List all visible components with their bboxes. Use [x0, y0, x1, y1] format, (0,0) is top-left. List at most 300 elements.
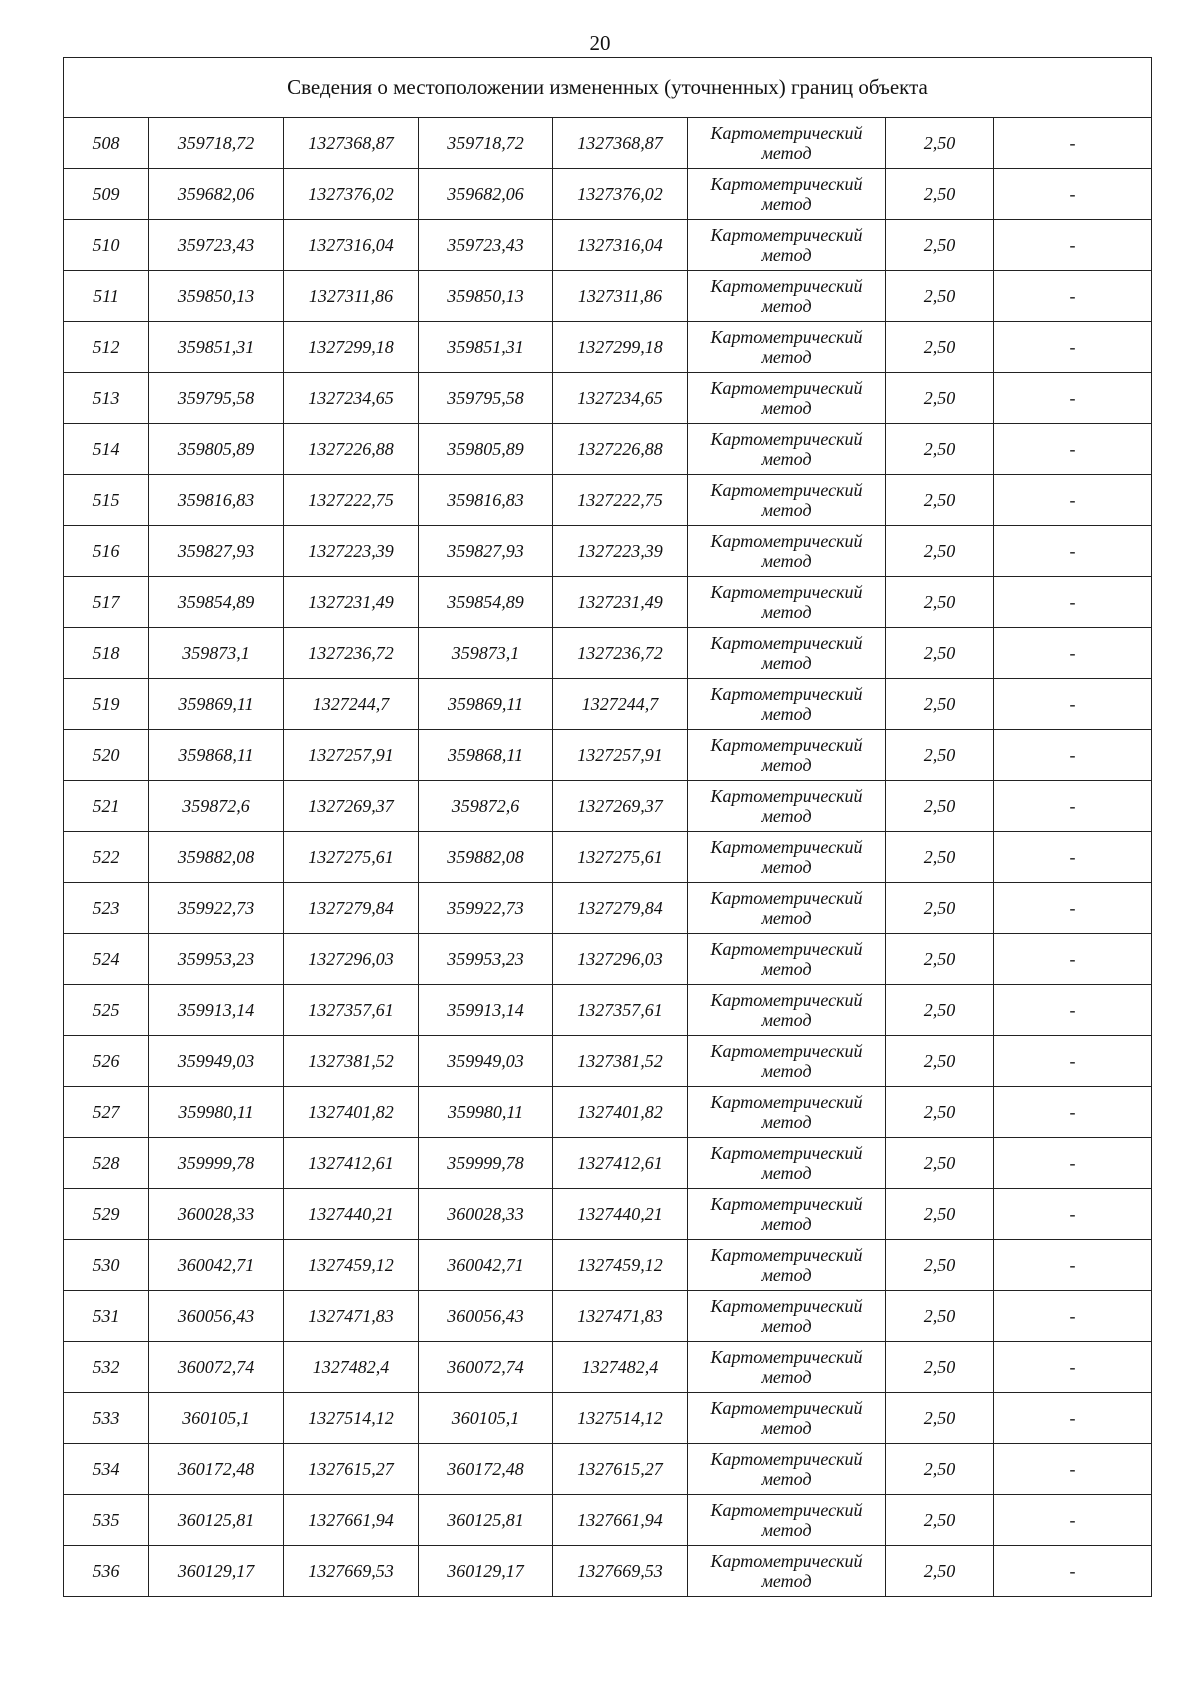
point-number-cell: 515: [64, 475, 149, 526]
note-cell: -: [994, 1138, 1152, 1189]
method-line-2: метод: [761, 449, 812, 469]
point-number-cell: 531: [64, 1291, 149, 1342]
method-line-1: Картометрический: [710, 480, 863, 500]
refined-x-cell: 360125,81: [419, 1495, 553, 1546]
existing-y-cell: 1327234,65: [284, 373, 419, 424]
note-cell: -: [994, 679, 1152, 730]
table-row: [64, 1495, 1152, 1546]
table-row: [64, 883, 1152, 934]
accuracy-cell: 2,50: [886, 1240, 994, 1291]
accuracy-cell: 2,50: [886, 169, 994, 220]
method-line-2: метод: [761, 1061, 812, 1081]
method-cell: [688, 1291, 886, 1342]
table-row: [64, 1393, 1152, 1444]
refined-y-cell: 1327376,02: [553, 169, 688, 220]
point-number-cell: 532: [64, 1342, 149, 1393]
point-number-cell: 530: [64, 1240, 149, 1291]
table-row: [64, 1087, 1152, 1138]
note-cell: -: [994, 526, 1152, 577]
existing-x-cell: 359850,13: [149, 271, 284, 322]
refined-x-cell: 359851,31: [419, 322, 553, 373]
table-row: [64, 220, 1152, 271]
existing-x-cell: 359980,11: [149, 1087, 284, 1138]
accuracy-cell: 2,50: [886, 1036, 994, 1087]
accuracy-cell: 2,50: [886, 934, 994, 985]
existing-y-cell: 1327381,52: [284, 1036, 419, 1087]
existing-x-cell: 359953,23: [149, 934, 284, 985]
point-number-cell: 536: [64, 1546, 149, 1597]
existing-y-cell: 1327222,75: [284, 475, 419, 526]
existing-x-cell: 359723,43: [149, 220, 284, 271]
table-row: [64, 1240, 1152, 1291]
method-cell: [688, 169, 886, 220]
table-row: [64, 1189, 1152, 1240]
existing-x-cell: 360072,74: [149, 1342, 284, 1393]
accuracy-cell: 2,50: [886, 1444, 994, 1495]
point-number-cell: 521: [64, 781, 149, 832]
existing-x-cell: 359854,89: [149, 577, 284, 628]
existing-x-cell: 359882,08: [149, 832, 284, 883]
refined-y-cell: 1327234,65: [553, 373, 688, 424]
refined-x-cell: 359913,14: [419, 985, 553, 1036]
refined-y-cell: 1327357,61: [553, 985, 688, 1036]
method-line-2: метод: [761, 755, 812, 775]
table-row: [64, 1138, 1152, 1189]
point-number-cell: 535: [64, 1495, 149, 1546]
existing-x-cell: 359999,78: [149, 1138, 284, 1189]
existing-y-cell: 1327279,84: [284, 883, 419, 934]
method-line-1: Картометрический: [710, 786, 863, 806]
method-line-1: Картометрический: [710, 1194, 863, 1214]
table-row: [64, 1546, 1152, 1597]
point-number-cell: 526: [64, 1036, 149, 1087]
method-line-1: Картометрический: [710, 1092, 863, 1112]
table-row: [64, 934, 1152, 985]
table-row: [64, 679, 1152, 730]
accuracy-cell: 2,50: [886, 1189, 994, 1240]
existing-y-cell: 1327269,37: [284, 781, 419, 832]
method-line-2: метод: [761, 1163, 812, 1183]
note-cell: -: [994, 424, 1152, 475]
refined-y-cell: 1327482,4: [553, 1342, 688, 1393]
method-line-1: Картометрический: [710, 531, 863, 551]
method-line-1: Картометрический: [710, 327, 863, 347]
existing-x-cell: 359816,83: [149, 475, 284, 526]
note-cell: -: [994, 934, 1152, 985]
page-number: 20: [589, 31, 611, 55]
accuracy-cell: 2,50: [886, 526, 994, 577]
refined-y-cell: 1327269,37: [553, 781, 688, 832]
refined-x-cell: 360105,1: [419, 1393, 553, 1444]
point-number-cell: 527: [64, 1087, 149, 1138]
refined-y-cell: 1327661,94: [553, 1495, 688, 1546]
note-cell: -: [994, 1342, 1152, 1393]
refined-x-cell: 359854,89: [419, 577, 553, 628]
method-cell: [688, 373, 886, 424]
existing-y-cell: 1327376,02: [284, 169, 419, 220]
point-number-cell: 529: [64, 1189, 149, 1240]
accuracy-cell: 2,50: [886, 271, 994, 322]
existing-y-cell: 1327661,94: [284, 1495, 419, 1546]
refined-x-cell: 360028,33: [419, 1189, 553, 1240]
refined-y-cell: 1327244,7: [553, 679, 688, 730]
method-cell: [688, 1087, 886, 1138]
existing-y-cell: 1327275,61: [284, 832, 419, 883]
accuracy-cell: 2,50: [886, 424, 994, 475]
method-line-1: Картометрический: [710, 1245, 863, 1265]
method-cell: [688, 1546, 886, 1597]
refined-x-cell: 359922,73: [419, 883, 553, 934]
table-row: [64, 1036, 1152, 1087]
method-cell: [688, 475, 886, 526]
refined-x-cell: 359868,11: [419, 730, 553, 781]
table-row: [64, 1342, 1152, 1393]
existing-x-cell: 360105,1: [149, 1393, 284, 1444]
table-row: [64, 577, 1152, 628]
method-cell: [688, 934, 886, 985]
method-line-1: Картометрический: [710, 1143, 863, 1163]
refined-x-cell: 359805,89: [419, 424, 553, 475]
note-cell: -: [994, 1495, 1152, 1546]
note-cell: -: [994, 1087, 1152, 1138]
accuracy-cell: 2,50: [886, 220, 994, 271]
method-cell: [688, 577, 886, 628]
table-row: [64, 1444, 1152, 1495]
table-row: [64, 373, 1152, 424]
note-cell: -: [994, 577, 1152, 628]
method-cell: [688, 883, 886, 934]
refined-x-cell: 359980,11: [419, 1087, 553, 1138]
method-line-2: метод: [761, 347, 812, 367]
existing-x-cell: 360056,43: [149, 1291, 284, 1342]
method-line-1: Картометрический: [710, 582, 863, 602]
method-line-2: метод: [761, 551, 812, 571]
method-cell: [688, 832, 886, 883]
refined-x-cell: 360172,48: [419, 1444, 553, 1495]
accuracy-cell: 2,50: [886, 730, 994, 781]
note-cell: -: [994, 1546, 1152, 1597]
method-line-2: метод: [761, 704, 812, 724]
accuracy-cell: 2,50: [886, 679, 994, 730]
accuracy-cell: 2,50: [886, 475, 994, 526]
existing-y-cell: 1327226,88: [284, 424, 419, 475]
point-number-cell: 512: [64, 322, 149, 373]
method-line-1: Картометрический: [710, 276, 863, 296]
refined-y-cell: 1327514,12: [553, 1393, 688, 1444]
existing-x-cell: 360042,71: [149, 1240, 284, 1291]
method-line-1: Картометрический: [710, 1500, 863, 1520]
coordinates-table: [63, 57, 1152, 1597]
existing-y-cell: 1327471,83: [284, 1291, 419, 1342]
method-line-2: метод: [761, 653, 812, 673]
existing-y-cell: 1327316,04: [284, 220, 419, 271]
method-cell: [688, 1138, 886, 1189]
refined-x-cell: 359949,03: [419, 1036, 553, 1087]
refined-y-cell: 1327412,61: [553, 1138, 688, 1189]
accuracy-cell: 2,50: [886, 1138, 994, 1189]
existing-x-cell: 359872,6: [149, 781, 284, 832]
accuracy-cell: 2,50: [886, 1291, 994, 1342]
note-cell: -: [994, 220, 1152, 271]
refined-x-cell: 360042,71: [419, 1240, 553, 1291]
method-line-1: Картометрический: [710, 837, 863, 857]
existing-x-cell: 359949,03: [149, 1036, 284, 1087]
note-cell: -: [994, 475, 1152, 526]
existing-y-cell: 1327357,61: [284, 985, 419, 1036]
method-line-1: Картометрический: [710, 1398, 863, 1418]
note-cell: -: [994, 1189, 1152, 1240]
accuracy-cell: 2,50: [886, 1342, 994, 1393]
method-cell: [688, 1240, 886, 1291]
note-cell: -: [994, 832, 1152, 883]
note-cell: -: [994, 1240, 1152, 1291]
accuracy-cell: 2,50: [886, 1546, 994, 1597]
accuracy-cell: 2,50: [886, 883, 994, 934]
method-cell: [688, 985, 886, 1036]
refined-x-cell: 359882,08: [419, 832, 553, 883]
method-line-2: метод: [761, 1112, 812, 1132]
refined-x-cell: 359795,58: [419, 373, 553, 424]
accuracy-cell: 2,50: [886, 832, 994, 883]
method-line-1: Картометрический: [710, 1296, 863, 1316]
refined-y-cell: 1327459,12: [553, 1240, 688, 1291]
method-line-2: метод: [761, 806, 812, 826]
existing-x-cell: 360129,17: [149, 1546, 284, 1597]
point-number-cell: 516: [64, 526, 149, 577]
accuracy-cell: 2,50: [886, 1393, 994, 1444]
refined-y-cell: 1327223,39: [553, 526, 688, 577]
refined-x-cell: 359723,43: [419, 220, 553, 271]
method-cell: [688, 628, 886, 679]
method-line-2: метод: [761, 1214, 812, 1234]
existing-x-cell: 360172,48: [149, 1444, 284, 1495]
note-cell: -: [994, 1036, 1152, 1087]
existing-x-cell: 359795,58: [149, 373, 284, 424]
point-number-cell: 511: [64, 271, 149, 322]
method-line-1: Картометрический: [710, 990, 863, 1010]
point-number-cell: 508: [64, 118, 149, 169]
note-cell: -: [994, 628, 1152, 679]
existing-x-cell: 359682,06: [149, 169, 284, 220]
method-line-2: метод: [761, 1520, 812, 1540]
method-line-2: метод: [761, 1265, 812, 1285]
note-cell: -: [994, 730, 1152, 781]
method-line-1: Картометрический: [710, 174, 863, 194]
accuracy-cell: 2,50: [886, 577, 994, 628]
existing-x-cell: 359868,11: [149, 730, 284, 781]
point-number-cell: 520: [64, 730, 149, 781]
note-cell: -: [994, 1444, 1152, 1495]
refined-y-cell: 1327226,88: [553, 424, 688, 475]
refined-x-cell: 359999,78: [419, 1138, 553, 1189]
method-line-1: Картометрический: [710, 1449, 863, 1469]
point-number-cell: 523: [64, 883, 149, 934]
refined-x-cell: 359873,1: [419, 628, 553, 679]
method-line-2: метод: [761, 1418, 812, 1438]
refined-x-cell: 360072,74: [419, 1342, 553, 1393]
note-cell: -: [994, 169, 1152, 220]
note-cell: -: [994, 883, 1152, 934]
method-line-2: метод: [761, 1469, 812, 1489]
note-cell: -: [994, 985, 1152, 1036]
point-number-cell: 518: [64, 628, 149, 679]
refined-y-cell: 1327296,03: [553, 934, 688, 985]
method-cell: [688, 1495, 886, 1546]
point-number-cell: 524: [64, 934, 149, 985]
method-line-2: метод: [761, 959, 812, 979]
table-row: [64, 424, 1152, 475]
point-number-cell: 513: [64, 373, 149, 424]
existing-x-cell: 360028,33: [149, 1189, 284, 1240]
method-cell: [688, 781, 886, 832]
point-number-cell: 514: [64, 424, 149, 475]
existing-y-cell: 1327401,82: [284, 1087, 419, 1138]
existing-y-cell: 1327299,18: [284, 322, 419, 373]
existing-y-cell: 1327296,03: [284, 934, 419, 985]
existing-y-cell: 1327311,86: [284, 271, 419, 322]
existing-y-cell: 1327669,53: [284, 1546, 419, 1597]
table-row: [64, 271, 1152, 322]
refined-y-cell: 1327401,82: [553, 1087, 688, 1138]
table-row: [64, 322, 1152, 373]
existing-x-cell: 359922,73: [149, 883, 284, 934]
refined-x-cell: 360129,17: [419, 1546, 553, 1597]
method-cell: [688, 679, 886, 730]
refined-x-cell: 360056,43: [419, 1291, 553, 1342]
method-line-1: Картометрический: [710, 123, 863, 143]
accuracy-cell: 2,50: [886, 781, 994, 832]
table-row: [64, 169, 1152, 220]
method-cell: [688, 1189, 886, 1240]
table-row: [64, 118, 1152, 169]
existing-y-cell: 1327459,12: [284, 1240, 419, 1291]
existing-y-cell: 1327615,27: [284, 1444, 419, 1495]
table-body: [64, 58, 1152, 1597]
method-line-1: Картометрический: [710, 633, 863, 653]
method-line-1: Картометрический: [710, 1347, 863, 1367]
note-cell: -: [994, 1291, 1152, 1342]
method-cell: [688, 322, 886, 373]
refined-x-cell: 359850,13: [419, 271, 553, 322]
point-number-cell: 528: [64, 1138, 149, 1189]
existing-y-cell: 1327236,72: [284, 628, 419, 679]
method-line-1: Картометрический: [710, 378, 863, 398]
method-line-1: Картометрический: [710, 429, 863, 449]
point-number-cell: 510: [64, 220, 149, 271]
method-line-1: Картометрический: [710, 1551, 863, 1571]
note-cell: -: [994, 322, 1152, 373]
refined-y-cell: 1327299,18: [553, 322, 688, 373]
note-cell: -: [994, 1393, 1152, 1444]
accuracy-cell: 2,50: [886, 1087, 994, 1138]
existing-y-cell: 1327412,61: [284, 1138, 419, 1189]
existing-y-cell: 1327244,7: [284, 679, 419, 730]
point-number-cell: 509: [64, 169, 149, 220]
method-line-2: метод: [761, 908, 812, 928]
method-cell: [688, 1036, 886, 1087]
accuracy-cell: 2,50: [886, 118, 994, 169]
point-number-cell: 519: [64, 679, 149, 730]
point-number-cell: 517: [64, 577, 149, 628]
existing-x-cell: 359873,1: [149, 628, 284, 679]
existing-x-cell: 359827,93: [149, 526, 284, 577]
existing-y-cell: 1327482,4: [284, 1342, 419, 1393]
refined-y-cell: 1327316,04: [553, 220, 688, 271]
refined-x-cell: 359953,23: [419, 934, 553, 985]
method-line-2: метод: [761, 398, 812, 418]
table-row: [64, 475, 1152, 526]
note-cell: -: [994, 271, 1152, 322]
refined-x-cell: 359869,11: [419, 679, 553, 730]
refined-y-cell: 1327368,87: [553, 118, 688, 169]
refined-x-cell: 359816,83: [419, 475, 553, 526]
accuracy-cell: 2,50: [886, 322, 994, 373]
method-line-1: Картометрический: [710, 684, 863, 704]
method-line-2: метод: [761, 1571, 812, 1591]
point-number-cell: 522: [64, 832, 149, 883]
point-number-cell: 533: [64, 1393, 149, 1444]
note-cell: -: [994, 373, 1152, 424]
table-row: [64, 781, 1152, 832]
method-line-2: метод: [761, 500, 812, 520]
existing-x-cell: 359805,89: [149, 424, 284, 475]
table-row: [64, 526, 1152, 577]
table-row: [64, 730, 1152, 781]
table-row: [64, 1291, 1152, 1342]
method-cell: [688, 118, 886, 169]
point-number-cell: 534: [64, 1444, 149, 1495]
refined-y-cell: 1327275,61: [553, 832, 688, 883]
existing-x-cell: 360125,81: [149, 1495, 284, 1546]
method-cell: [688, 1342, 886, 1393]
refined-x-cell: 359872,6: [419, 781, 553, 832]
note-cell: -: [994, 781, 1152, 832]
method-line-1: Картометрический: [710, 735, 863, 755]
existing-y-cell: 1327440,21: [284, 1189, 419, 1240]
refined-y-cell: 1327231,49: [553, 577, 688, 628]
table-title: Сведения о местоположении измененных (уточненных) границ объекта: [64, 58, 1152, 118]
refined-y-cell: 1327222,75: [553, 475, 688, 526]
method-cell: [688, 424, 886, 475]
method-line-2: метод: [761, 1367, 812, 1387]
existing-y-cell: 1327514,12: [284, 1393, 419, 1444]
method-line-1: Картометрический: [710, 225, 863, 245]
refined-y-cell: 1327236,72: [553, 628, 688, 679]
refined-y-cell: 1327440,21: [553, 1189, 688, 1240]
existing-x-cell: 359913,14: [149, 985, 284, 1036]
table-row: [64, 628, 1152, 679]
refined-y-cell: 1327311,86: [553, 271, 688, 322]
method-line-2: метод: [761, 245, 812, 265]
method-line-2: метод: [761, 194, 812, 214]
method-line-1: Картометрический: [710, 939, 863, 959]
table-title-row: [64, 58, 1152, 118]
accuracy-cell: 2,50: [886, 628, 994, 679]
refined-x-cell: 359682,06: [419, 169, 553, 220]
accuracy-cell: 2,50: [886, 1495, 994, 1546]
existing-y-cell: 1327223,39: [284, 526, 419, 577]
method-line-2: метод: [761, 296, 812, 316]
method-line-1: Картометрический: [710, 1041, 863, 1061]
refined-y-cell: 1327669,53: [553, 1546, 688, 1597]
refined-y-cell: 1327279,84: [553, 883, 688, 934]
existing-x-cell: 359869,11: [149, 679, 284, 730]
point-number-cell: 525: [64, 985, 149, 1036]
existing-x-cell: 359718,72: [149, 118, 284, 169]
method-cell: [688, 526, 886, 577]
note-cell: -: [994, 118, 1152, 169]
method-line-2: метод: [761, 1316, 812, 1336]
